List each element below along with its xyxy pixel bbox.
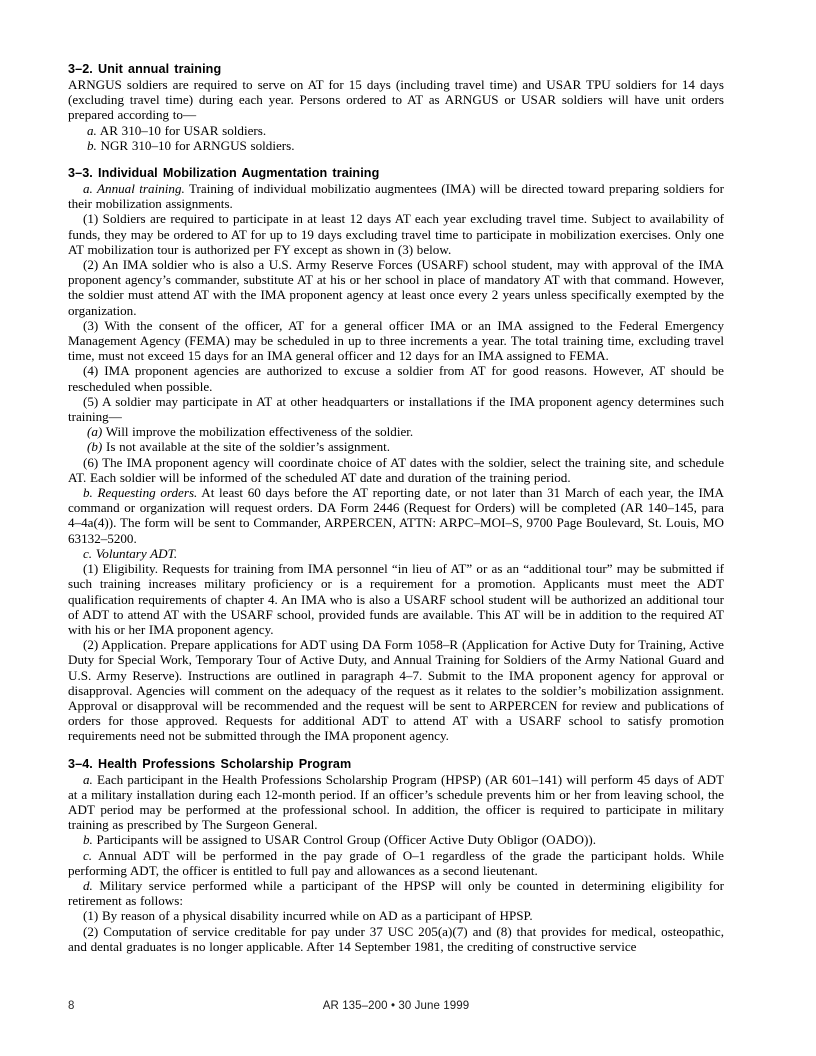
subsection-label-c: c. Voluntary ADT. <box>83 545 178 561</box>
subsection-label-3-4-a: a. <box>83 771 93 787</box>
list-text-b: NGR 310–10 for ARNGUS soldiers. <box>96 137 295 153</box>
subsection-label-3-4-b: b. <box>83 832 93 848</box>
page-body <box>68 62 724 954</box>
subsection-text-3-4-c: Annual ADT will be performed in the pay grade of O–1 regardless of the grade the participant holds. While performing ADT, the officer is entitled to full pay and allowances as a second lieutenant. <box>68 847 724 878</box>
section-heading-3-3: 3–3. Individual Mobilization Augmentation training <box>68 166 380 181</box>
subsection-text-a: Training of individual mobilizatio augmentees (IMA) will be directed toward preparing soldiers for their mobilization assignments. <box>68 181 724 212</box>
paragraph-3-2-intro: ARNGUS soldiers are required to serve on AT for 15 days (including travel time) and USAR TPU soldiers for 14 days (excluding travel time) during each year. Persons ordered to AT as ARNGUS or USAR soldiers will have unit orders prepared according to— <box>68 77 724 123</box>
paragraph-3-4-d-2: (2) Computation of service creditable for pay under 37 USC 205(a)(7) and (8) that provides for medical, osteopathic, and dental graduates is no longer applicable. After 14 September 1981, the crediting of constructive service <box>68 923 724 954</box>
subsection-text-3-4-b: Participants will be assigned to USAR Control Group (Officer Active Duty Obligor (OADO)). <box>92 832 596 848</box>
list-label-5a: (a) <box>87 424 103 440</box>
paragraph-3-4-d <box>68 878 724 908</box>
page-footer <box>68 1000 724 1016</box>
subsection-text-b: At least 60 days before the AT reporting date, or not later than 31 March of each year, the IMA command or organization will request orders. DA Form 2446 (Request for Orders) will be completed (AR 140–145, para 4–4a(4)). The form will be sent to Commander, ARPERCEN, ATTN: ARPC–MOI–S, 9700 Page Boulevard, St. Louis, MO 63132–5200. <box>68 485 724 546</box>
subsection-text-3-4-d: Military service performed while a participant of the HPSP will only be counted in determining eligibility for retirement as follows: <box>68 877 724 909</box>
paragraph-3-3-a-4: (4) IMA proponent agencies are authorized to excuse a soldier from AT for good reasons. However, AT should be rescheduled when possible. <box>68 363 724 394</box>
list-label-b: b. <box>87 137 97 153</box>
paragraph-3-3-a-5-b <box>68 439 724 454</box>
paragraph-3-3-c <box>68 546 724 561</box>
paragraph-3-2-b <box>68 138 724 153</box>
paragraph-3-3-c-1: (1) Eligibility. Requests for training from IMA personnel “in lieu of AT” or as an “additional tour” may be submitted if such training increases military proficiency or is a requirement for a promotion. Applicants must meet the ADT qualification requirements of chapter 4. An IMA who is also a USARF school student will be authorized an additional tour of ADT to attend AT with the USARF school, provided funds are available. This AT will be in addition to the required AT with his or her IMA proponent agency. <box>68 561 724 637</box>
list-text-a: AR 310–10 for USAR soldiers. <box>96 122 267 138</box>
section-heading-3-2: 3–2. Unit annual training <box>68 62 222 76</box>
paragraph-3-3-a-5: (5) A soldier may participate in AT at other headquarters or installations if the IMA proponent agency determines such training— <box>68 393 724 425</box>
list-text-5b: Is not available at the site of the soldier’s assignment. <box>102 439 391 455</box>
subsection-label-3-4-c: c. <box>83 847 93 863</box>
paragraph-3-4-a <box>68 772 724 833</box>
paragraph-3-2-a <box>68 123 724 138</box>
paragraph-3-3-b <box>68 485 724 546</box>
paragraph-3-3-a-6: (6) The IMA proponent agency will coordinate choice of AT dates with the soldier, select the training site, and schedule AT. Each soldier will be informed of the scheduled AT date and duration of the training period. <box>68 454 724 485</box>
subsection-text-3-4-a: Each participant in the Health Professions Scholarship Program (HPSP) (AR 601–141) will perform 45 days of ADT at a military installation during each 12-month period. If an officer’s schedule prevents him or her from leaving school, the ADT period may be performed at the professional school. In addition, the officer is required to participate in military training as prescribed by The Surgeon General. <box>68 771 724 833</box>
subsection-label-3-4-d: d. <box>83 877 93 893</box>
footer-regulation-line: AR 135–200 • 30 June 1999 <box>322 1000 470 1012</box>
list-label-a: a. <box>87 122 97 138</box>
list-text-5a: Will improve the mobilization effectiveness of the soldier. <box>102 424 414 440</box>
subsection-label-b: b. Requesting orders. <box>83 485 198 501</box>
paragraph-3-3-c-2: (2) Application. Prepare applications for ADT using DA Form 1058–R (Application for Active Duty for Training, Active Duty for Special Work, Temporary Tour of Active Duty, and Annual Training for Soldiers of the Army National Guard and U.S. Army Reserve). Instructions are outlined in paragraph 4–7. Submit to the IMA proponent agency for approval or disapproval. Agencies will comment on the adequacy of the request as it relates to the soldier’s mobilization assignment. Approval or disapproval will be recommended and the request will be sent to ARPERCEN for review and publications of orders for those approved. Requests for additional ADT to attend AT with a USARF school to satisfy promotion requirements need not be submitted through the IMA proponent agency. <box>68 637 724 744</box>
paragraph-3-3-a <box>68 181 724 211</box>
subsection-label-a: a. Annual training. <box>83 181 185 197</box>
paragraph-3-3-a-5-a <box>68 424 724 439</box>
paragraph-3-3-a-3: (3) With the consent of the officer, AT for a general officer IMA or an IMA assigned to the Federal Emergency Management Agency (FEMA) may be scheduled in up to three increments a year. The total training time, excluding travel time, must not exceed 15 days for an IMA general officer and 12 days for an IMA assigned to FEMA. <box>68 317 724 364</box>
section-heading-3-4: 3–4. Health Professions Scholarship Program <box>68 756 352 771</box>
paragraph-3-3-a-2: (2) An IMA soldier who is also a U.S. Army Reserve Forces (USARF) school student, may with approval of the IMA proponent agency’s commander, substitute AT at his or her school in place of mandatory AT with that command. However, the soldier must attend AT with the IMA proponent agency at least once every 2 years unless specifically exempted by the organization. <box>68 257 724 318</box>
paragraph-3-4-c <box>68 848 724 878</box>
paragraph-3-4-d-1: (1) By reason of a physical disability incurred while on AD as a participant of HPSP. <box>83 908 533 924</box>
paragraph-3-3-a-1: (1) Soldiers are required to participate in at least 12 days AT each year excluding travel time. Subject to availability of funds, they may be ordered to AT for up to 19 days excluding travel time to participate in mobilization exercises. Only one AT mobilization tour is authorized per FY except as shown in (3) below. <box>68 211 724 257</box>
page-number: 8 <box>68 1000 75 1012</box>
list-label-5b: (b) <box>87 439 103 455</box>
paragraph-3-4-b <box>68 832 724 847</box>
